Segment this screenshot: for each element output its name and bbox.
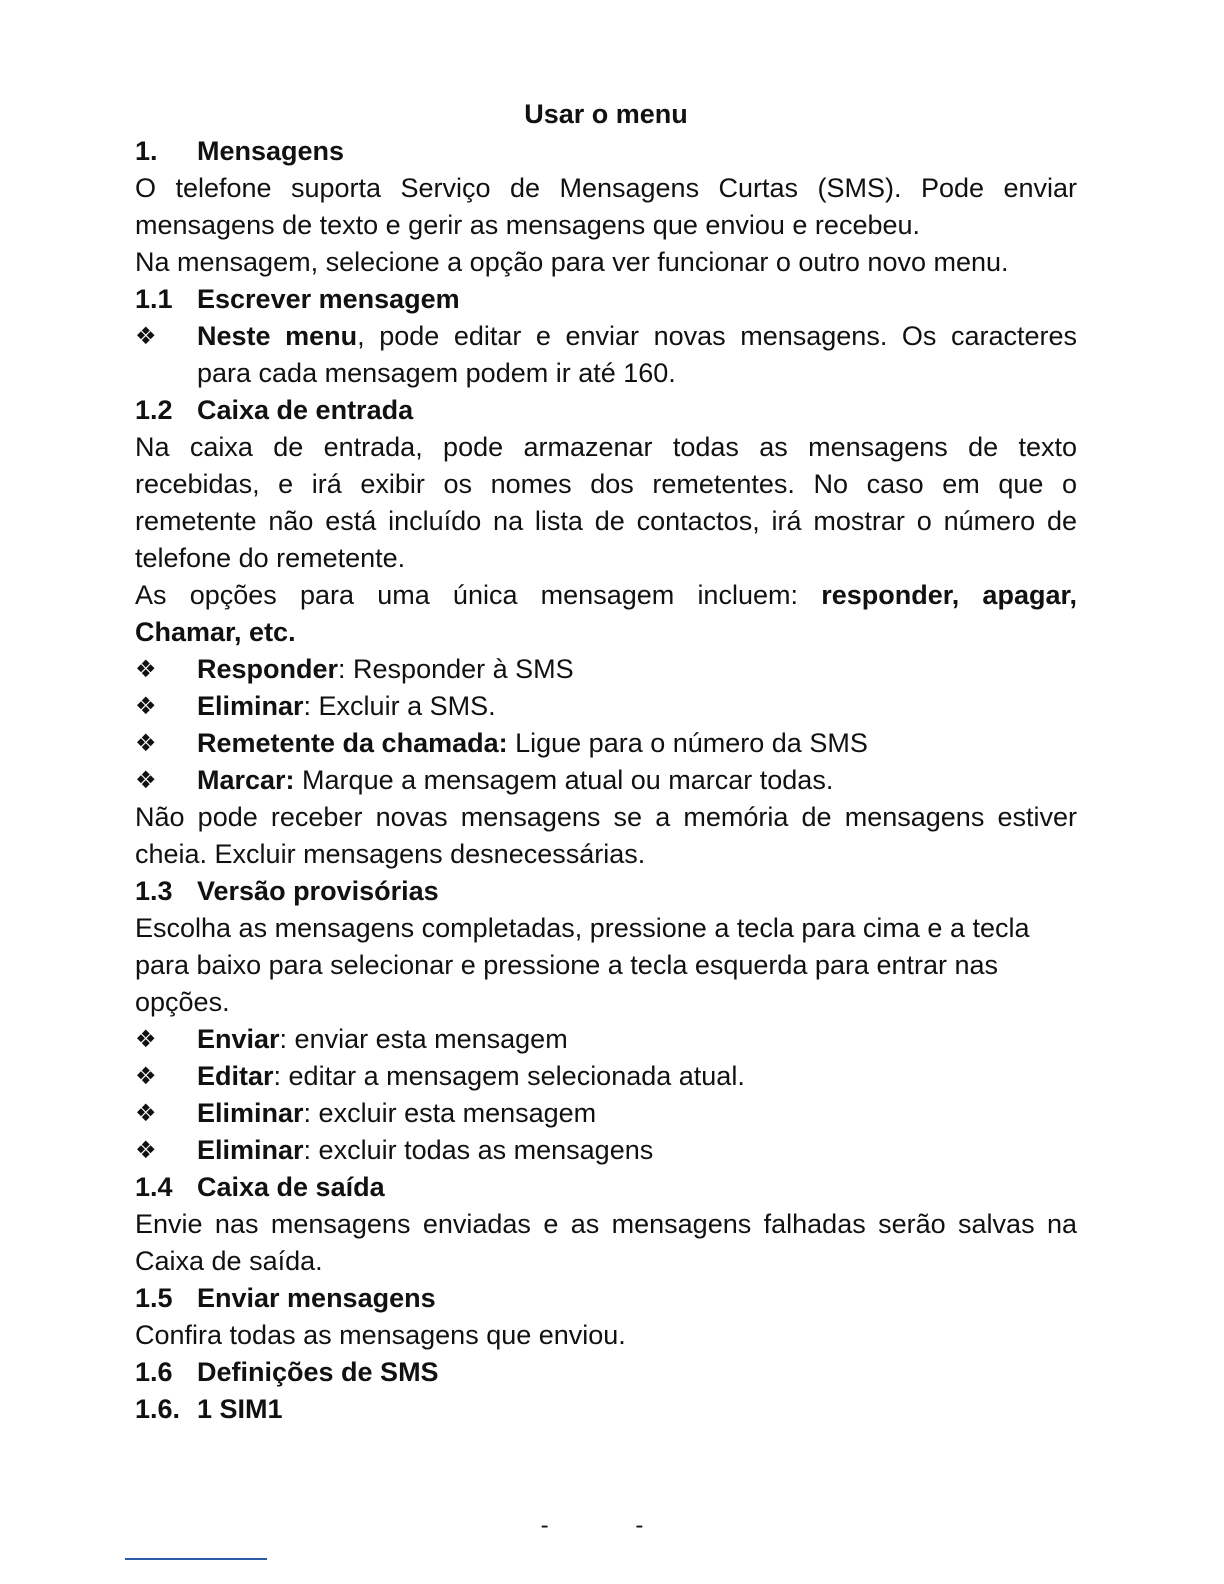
section-number: 1.4 (135, 1172, 173, 1202)
bullet-diamond-icon: ❖ (135, 1063, 157, 1090)
paragraph-bold: responder, apagar, (821, 580, 1077, 610)
paragraph-line: Na caixa de entrada, pode armazenar todas as mensagens de texto (135, 432, 1077, 462)
bullet-term: Remetente da chamada: (197, 728, 508, 758)
paragraph-line: Não pode receber novas mensagens se a memória de mensagens estiver (135, 802, 1077, 832)
bullet-term: Editar (197, 1061, 274, 1091)
paragraph-line: Caixa de saída. (135, 1246, 323, 1276)
bullet-item (135, 725, 1077, 762)
paragraph-line: mensagens de texto e gerir as mensagens que enviou e recebeu. (135, 210, 921, 240)
section-heading-1-1 (135, 281, 1077, 318)
paragraph-line: opções. (135, 987, 230, 1017)
page-content (135, 96, 1077, 1428)
paragraph-line: Escolha as mensagens completadas, pressione a tecla para cima e a tecla (135, 913, 1030, 943)
bullet-text: : Responder à SMS (338, 654, 574, 684)
paragraph-line: remetente não está incluído na lista de contactos, irá mostrar o número de (135, 506, 1077, 536)
paragraph-line: cheia. Excluir mensagens desnecessárias. (135, 839, 646, 869)
bullet-term: Eliminar (197, 1135, 304, 1165)
bullet-text: Ligue para o número da SMS (507, 728, 868, 758)
paragraph-line: Na mensagem, selecione a opção para ver funcionar o outro novo menu. (135, 247, 1009, 277)
bullet-item (135, 1132, 1077, 1169)
bullet-diamond-icon: ❖ (135, 656, 157, 683)
bullet-diamond-icon: ❖ (135, 1137, 157, 1164)
paragraph-line: para baixo para selecionar e pressione a tecla esquerda para entrar nas (135, 950, 999, 980)
bullet-term: Neste menu (197, 321, 358, 351)
page-footer: - - (540, 1512, 684, 1539)
paragraph-line: recebidas, e irá exibir os nomes dos remetentes. No caso em que o (135, 469, 1077, 499)
bullet-continuation: para cada mensagem podem ir até 160. (197, 358, 676, 388)
bullet-diamond-icon: ❖ (135, 323, 157, 350)
paragraph-line: Envie nas mensagens enviadas e as mensagens falhadas serão salvas na (135, 1209, 1077, 1239)
bullet-text: Marque a mensagem atual ou marcar todas. (294, 765, 834, 795)
section-number: 1.1 (135, 284, 173, 314)
section-heading-1-5 (135, 1280, 1077, 1317)
bullet-term: Marcar: (197, 765, 295, 795)
section-number: 1.6. (135, 1394, 181, 1424)
section-label: Enviar mensagens (197, 1283, 436, 1313)
paragraph-line: telefone do remetente. (135, 543, 406, 573)
bullet-text: : enviar esta mensagem (279, 1024, 568, 1054)
bullet-text: : excluir esta mensagem (303, 1098, 597, 1128)
bullet-item (135, 1095, 1077, 1132)
bullet-item (135, 1058, 1077, 1095)
footnote-rule (125, 1558, 267, 1560)
section-number: 1. (135, 136, 158, 166)
bullet-term: Eliminar (197, 1098, 304, 1128)
section-label: Caixa de entrada (197, 395, 414, 425)
section-label: Definições de SMS (197, 1357, 439, 1387)
bullet-term: Eliminar (197, 691, 304, 721)
section-heading-1-4 (135, 1169, 1077, 1206)
bullet-item (135, 651, 1077, 688)
bullet-item (135, 688, 1077, 725)
bullet-diamond-icon: ❖ (135, 1100, 157, 1127)
section-heading-1-3 (135, 873, 1077, 910)
section-label: Versão provisórias (197, 876, 439, 906)
bullet-diamond-icon: ❖ (135, 730, 157, 757)
section-number: 1.3 (135, 876, 173, 906)
paragraph-line (135, 577, 1077, 614)
section-heading-1-6 (135, 1354, 1077, 1391)
section-label: Escrever mensagem (197, 284, 460, 314)
section-heading-1 (135, 133, 1077, 170)
bullet-text: , pode editar e enviar novas mensagens. Os caracteres (357, 321, 1077, 351)
bullet-diamond-icon: ❖ (135, 1026, 157, 1053)
paragraph-text: As opções para uma única mensagem incluem: (135, 580, 798, 610)
paragraph-line: Chamar, etc. (135, 617, 296, 647)
bullet-text: : excluir todas as mensagens (303, 1135, 654, 1165)
section-heading-1-2 (135, 392, 1077, 429)
bullet-term: Responder (197, 654, 339, 684)
bullet-diamond-icon: ❖ (135, 693, 157, 720)
section-label: Mensagens (197, 136, 345, 166)
page-title: Usar o menu (524, 99, 688, 129)
section-number: 1.6 (135, 1357, 173, 1387)
section-label: Caixa de saída (197, 1172, 385, 1202)
bullet-item (135, 762, 1077, 799)
bullet-term: Enviar (197, 1024, 280, 1054)
bullet-text: : Excluir a SMS. (303, 691, 496, 721)
bullet-text: : editar a mensagem selecionada atual. (273, 1061, 745, 1091)
bullet-diamond-icon: ❖ (135, 767, 157, 794)
bullet-item (135, 1021, 1077, 1058)
paragraph-line: O telefone suporta Serviço de Mensagens Curtas (SMS). Pode enviar (135, 173, 1077, 203)
section-label: 1 SIM1 (197, 1394, 283, 1424)
bullet-item (135, 318, 1077, 355)
section-heading-1-6-1 (135, 1391, 1077, 1428)
section-number: 1.2 (135, 395, 173, 425)
section-number: 1.5 (135, 1283, 173, 1313)
paragraph-line: Confira todas as mensagens que enviou. (135, 1320, 626, 1350)
